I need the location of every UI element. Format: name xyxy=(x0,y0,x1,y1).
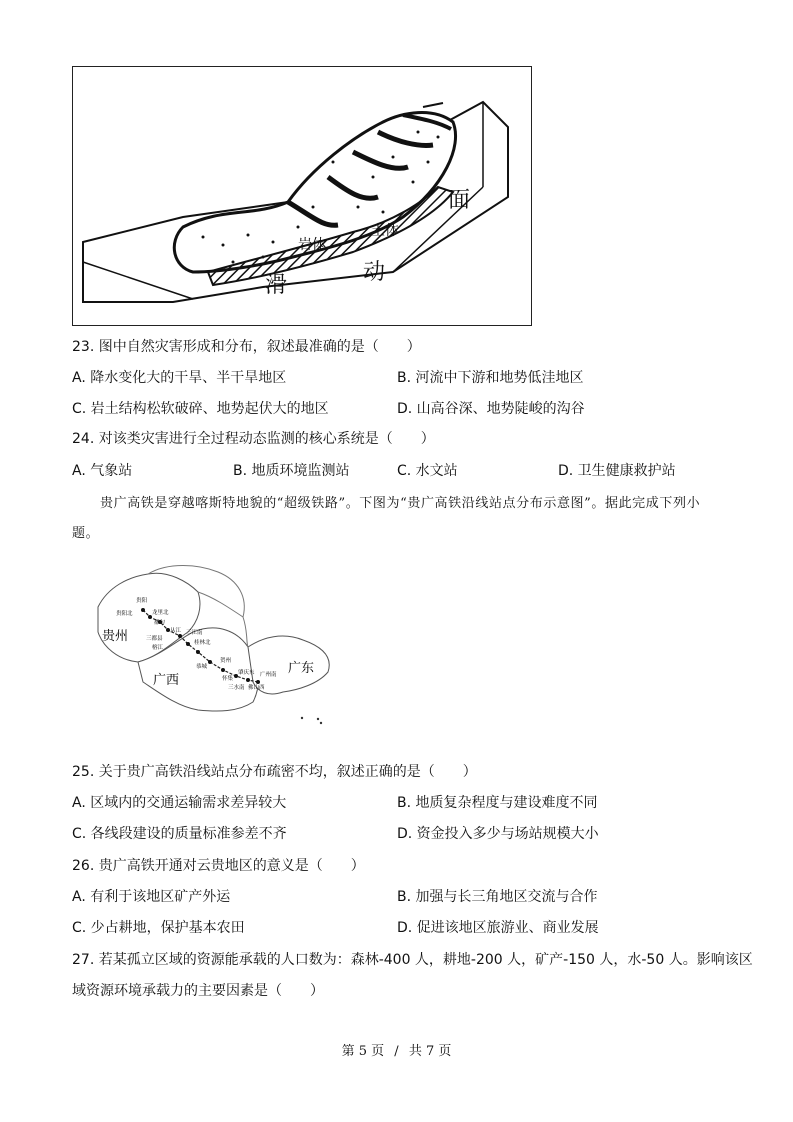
label-rock: 岩体 xyxy=(298,237,326,253)
question-27-line-1: 27. 若某孤立区域的资源能承载的人口数为：森林-400 人，耕地-200 人，矿产-150 人，水-50 人。影响该区 xyxy=(72,952,753,968)
q26-option-a[interactable]: A. 有利于该地区矿产外运 xyxy=(72,889,231,905)
q23-option-b[interactable]: B. 河流中下游和地势低洼地区 xyxy=(397,370,584,386)
station-huaiji: 怀集 xyxy=(222,676,234,682)
station-longli: 龙里北 xyxy=(152,610,169,616)
province-guizhou: 贵州 xyxy=(102,629,129,644)
q26-option-d[interactable]: D. 促进该地区旅游业、商业发展 xyxy=(397,920,599,936)
question-25-stem: 25. 关于贵广高铁沿线站点分布疏密不均，叙述正确的是（ ） xyxy=(72,764,477,780)
station-foshan: 佛山西 xyxy=(248,685,265,691)
station-zhaoqing: 肇庆东 xyxy=(238,670,255,676)
question-23-stem: 23. 图中自然灾害形成和分布，叙述最准确的是（ ） xyxy=(72,339,421,355)
station-sanshui: 三水南 xyxy=(228,685,245,691)
footer-total: 共 7 页 xyxy=(408,1044,452,1059)
question-24-stem: 24. 对该类灾害进行全过程动态监测的核心系统是（ ） xyxy=(72,431,435,447)
q25-option-c[interactable]: C. 各线段建设的质量标准参差不齐 xyxy=(72,826,287,842)
province-guangdong: 广东 xyxy=(288,661,315,676)
station-duyun: 都匀 xyxy=(154,620,166,626)
q25-option-a[interactable]: A. 区域内的交通运输需求差异较大 xyxy=(72,795,287,811)
station-guilin: 桂林北 xyxy=(194,640,211,646)
station-guiyang: 贵阳 xyxy=(136,598,148,604)
label-slide-1: 滑 xyxy=(265,273,288,298)
q26-option-b[interactable]: B. 加强与长三角地区交流与合作 xyxy=(397,889,598,905)
q23-option-c[interactable]: C. 岩土结构松软破碎、地势起伏大的地区 xyxy=(72,401,329,417)
page-footer xyxy=(0,1040,793,1059)
station-guiyangbei: 贵阳北 xyxy=(116,611,133,617)
label-soil: 土体 xyxy=(371,223,399,239)
province-guangxi: 广西 xyxy=(153,673,180,688)
railway-map xyxy=(88,562,338,742)
footer-page: 第 5 页 xyxy=(341,1044,385,1059)
question-26-stem: 26. 贵广高铁开通对云贵地区的意义是（ ） xyxy=(72,858,365,874)
q23-option-d[interactable]: D. 山高谷深、地势陡峻的沟谷 xyxy=(397,401,585,417)
intro-paragraph: 贵广高铁是穿越喀斯特地貌的“超级铁路”。下图为“贵广高铁沿线站点分布示意图”。据此完成下列小题。 xyxy=(72,496,701,541)
q24-option-c[interactable]: C. 水文站 xyxy=(397,463,458,479)
q23-option-a[interactable]: A. 降水变化大的干旱、半干旱地区 xyxy=(72,370,287,386)
station-rongjiang: 榕江 xyxy=(152,645,164,651)
footer-separator: / xyxy=(394,1044,399,1059)
q24-option-d[interactable]: D. 卫生健康救护站 xyxy=(558,463,676,479)
label-face: 面 xyxy=(448,188,471,213)
question-27-line-2: 域资源环境承载力的主要因素是（ ） xyxy=(72,983,324,999)
q24-option-a[interactable]: A. 气象站 xyxy=(72,463,133,479)
station-sanjiang: 三江南 xyxy=(186,630,203,636)
station-sandu: 三都县 xyxy=(146,636,163,642)
label-slide-2: 动 xyxy=(363,260,386,285)
q25-option-b[interactable]: B. 地质复杂程度与建设难度不同 xyxy=(397,795,598,811)
station-congjiang: 从江 xyxy=(170,628,182,634)
q24-option-b[interactable]: B. 地质环境监测站 xyxy=(233,463,350,479)
q26-option-c[interactable]: C. 少占耕地，保护基本农田 xyxy=(72,920,245,936)
station-gongcheng: 恭城 xyxy=(196,664,208,670)
station-guangzhou: 广州南 xyxy=(260,672,277,678)
landslide-figure xyxy=(72,66,532,326)
station-hezhou: 贺州 xyxy=(220,658,232,664)
q25-option-d[interactable]: D. 资金投入多少与场站规模大小 xyxy=(397,826,599,842)
